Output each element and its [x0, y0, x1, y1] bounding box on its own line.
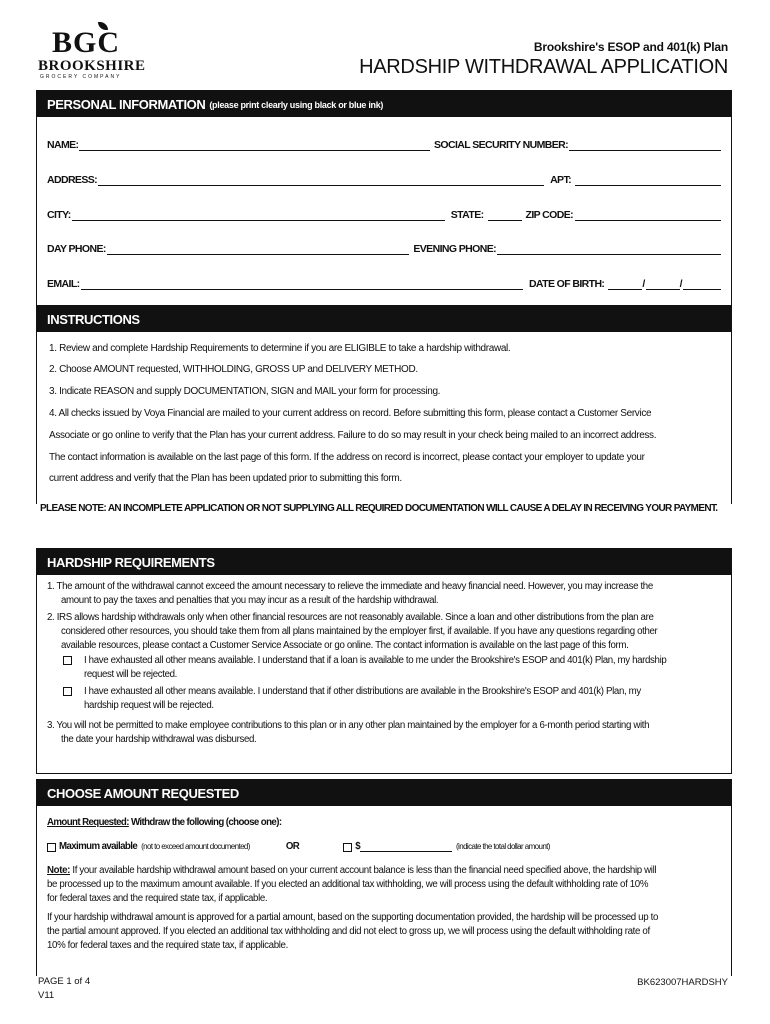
section-title: INSTRUCTIONS [47, 311, 140, 327]
dob-year-field[interactable] [683, 279, 721, 290]
requirement-1-cont: amount to pay the taxes and penalties that you may incur as a result of the hardship withdrawal. [61, 595, 439, 606]
loan-exhausted-row [63, 654, 666, 682]
email-field[interactable] [81, 279, 523, 290]
dob-slash: / [679, 278, 682, 290]
instruction-line: 3. Indicate REASON and supply DOCUMENTATION, SIGN and MAIL your form for processing. [49, 386, 441, 397]
evening-phone-field[interactable] [497, 244, 721, 255]
personal-information-header [37, 91, 731, 117]
logo-sub: GROCERY COMPANY [40, 74, 122, 80]
amount-requested-section [36, 779, 732, 976]
instruction-line: 1. Review and complete Hardship Requirements to determine if you are ELIGIBLE to take a hardship withdrawal. [49, 343, 511, 354]
form-code: BK623007HARDSHY [637, 977, 728, 988]
dob-day-field[interactable] [646, 279, 680, 290]
section-title: PERSONAL INFORMATION [47, 96, 206, 112]
loan-exhausted-text-cont: request will be rejected. [84, 669, 178, 680]
footer-left [38, 975, 90, 1003]
day-phone-field[interactable] [107, 244, 410, 255]
distributions-exhausted-checkbox[interactable] [63, 687, 72, 696]
maximum-available-label: Maximum available [59, 841, 138, 852]
personal-information-section [36, 90, 732, 306]
distributions-exhausted-row [63, 685, 641, 713]
day-phone-label: DAY PHONE: [47, 243, 106, 255]
instructions-section [36, 305, 732, 504]
name-field[interactable] [79, 140, 430, 151]
state-field[interactable] [488, 210, 522, 221]
dollar-amount-field[interactable] [360, 842, 452, 852]
city-field[interactable] [72, 210, 445, 221]
form-version: V11 [38, 990, 55, 1001]
ssn-label: SOCIAL SECURITY NUMBER: [434, 139, 568, 151]
brookshire-logo [38, 22, 146, 78]
instruction-line: current address and verify that the Plan has been updated prior to submitting this form. [49, 473, 402, 484]
requirement-3: 3. You will not be permitted to make employee contributions to this plan or in any other plan maintained by the employer for a 6-month period starting with [47, 720, 650, 731]
note-text: If your available hardship withdrawal amount based on your current account balance is less than the financial need specified above, the hardship will [72, 865, 657, 876]
dob-month-field[interactable] [608, 278, 645, 290]
dob-label: DATE OF BIRTH: [528, 278, 605, 290]
state-label: STATE: [450, 209, 484, 221]
hardship-requirements-header [37, 549, 731, 575]
requirement-3-cont: the date your hardship withdrawal was disbursed. [61, 734, 257, 745]
maximum-available-note: (not to exceed amount documented) [141, 842, 250, 851]
loan-exhausted-text: I have exhausted all other means available. I understand that if a loan is available to me under the Brookshire's ESOP and 401(k) Plan, my hardship [84, 655, 667, 666]
amount-requested-text: Withdraw the following (choose one): [130, 817, 282, 828]
note-text: be processed up to the maximum amount available. If you elected an additional tax withholding, we will process using the default withholding rate of 10% [47, 879, 649, 890]
or-label: OR [285, 841, 300, 852]
address-label: ADDRESS: [47, 174, 98, 186]
partial-amount-text: 10% for federal taxes and the required state tax, if applicable. [47, 940, 288, 951]
instruction-line: Associate or go online to verify that the Plan has your current address. Failure to do so may result in your check being mailed to an incorrect address. [49, 430, 657, 441]
requirement-2-cont: available resources, please contact a Customer Service Associate or go online. The contact information is available on the last page of this form. [61, 640, 629, 651]
section-title: CHOOSE AMOUNT REQUESTED [47, 785, 239, 801]
ssn-field[interactable] [569, 140, 721, 151]
form-title: HARDSHIP WITHDRAWAL APPLICATION [359, 56, 728, 78]
logo-mark: BGC [52, 26, 121, 59]
distributions-exhausted-text-cont: hardship request will be rejected. [84, 700, 214, 711]
partial-amount-text: the partial amount approved. If you elected an additional tax withholding and did not elect to gross up, we will process using the default withholding rate of [47, 926, 650, 937]
loan-exhausted-checkbox[interactable] [63, 656, 72, 665]
section-title: HARDSHIP REQUIREMENTS [47, 554, 215, 570]
instructions-header [37, 306, 731, 332]
distributions-exhausted-text: I have exhausted all other means available. I understand that if other distributions are available in the Brookshire's ESOP and 401(k) Plan, my [84, 686, 641, 697]
zip-label: ZIP CODE: [525, 209, 573, 221]
amount-requested-label: Amount Requested: [47, 817, 129, 828]
page-number: PAGE 1 of 4 [38, 976, 91, 987]
apt-field[interactable] [575, 175, 721, 186]
requirement-1: 1. The amount of the withdrawal cannot exceed the amount necessary to relieve the immediate and heavy financial need. However, you may increase the [47, 581, 653, 592]
amount-requested-header [37, 780, 731, 806]
evening-phone-label: EVENING PHONE: [413, 243, 496, 255]
requirement-2: 2. IRS allows hardship withdrawals only when other financial resources are not reasonably available. Since a loan and other distributions from the plan are [47, 612, 654, 623]
address-field[interactable] [98, 175, 544, 186]
logo-name: BROOKSHIRE [38, 58, 146, 74]
email-label: EMAIL: [47, 278, 80, 290]
instruction-line: 4. All checks issued by Voya Financial are mailed to your current address on record. Before submitting this form, please contact a Customer Service [49, 408, 652, 419]
instruction-line: 2. Choose AMOUNT requested, WITHHOLDING, GROSS UP and DELIVERY METHOD. [49, 364, 418, 375]
plan-title: Brookshire's ESOP and 401(k) Plan [533, 40, 728, 54]
apt-label: APT: [550, 174, 571, 186]
partial-amount-text: If your hardship withdrawal amount is approved for a partial amount, based on the supporting documentation provided, the hardship will be processed up to [47, 912, 658, 923]
hardship-requirements-section [36, 548, 732, 774]
zip-field[interactable] [575, 210, 721, 221]
name-label: NAME: [47, 139, 79, 151]
requirement-2-cont: considered other resources, you should take them from all plans maintained by the employer first, if available. If you have any questions regarding other [61, 626, 658, 637]
note-text: for federal taxes and the required state tax, if applicable. [47, 893, 268, 904]
note-label: Note: [47, 865, 71, 876]
instruction-line: The contact information is available on the last page of this form. If the address on record is incorrect, please contact your employer to update your [49, 452, 645, 463]
maximum-available-checkbox[interactable] [47, 843, 56, 852]
dollar-amount-checkbox[interactable] [343, 843, 352, 852]
please-note: PLEASE NOTE: AN INCOMPLETE APPLICATION OR NOT SUPPLYING ALL REQUIRED DOCUMENTATION WILL CAUSE A DELAY IN RECEIVING YOUR PAYMENT. [40, 503, 718, 514]
dob-slash: / [642, 278, 645, 290]
dollar-amount-note: (indicate the total dollar amount) [455, 842, 550, 851]
city-label: CITY: [47, 209, 71, 221]
ink-note: (please print clearly using black or blue ink) [209, 100, 384, 110]
dollar-sign: $ [355, 841, 360, 852]
